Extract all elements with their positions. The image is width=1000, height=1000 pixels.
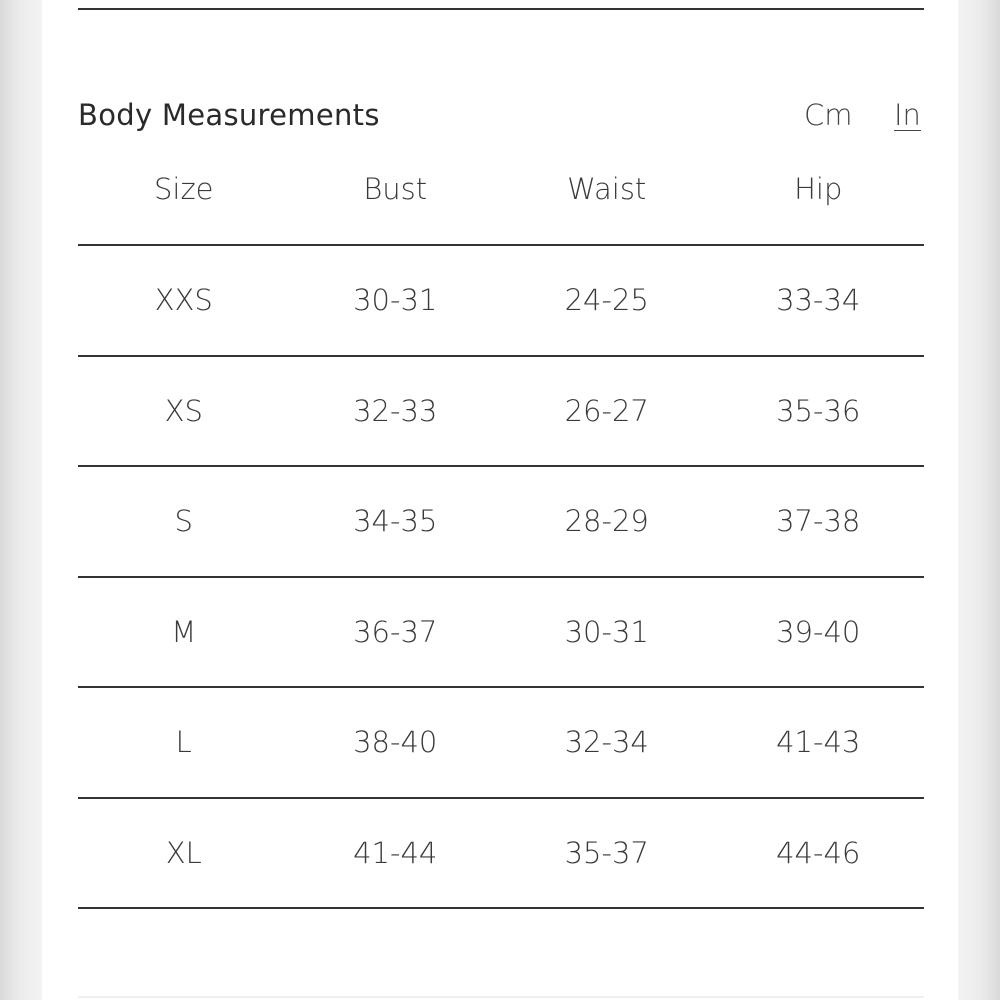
column-header-hip: Hip <box>794 172 843 206</box>
waist-cell: 28-29 <box>564 504 649 539</box>
hip-cell: 33-34 <box>776 283 861 318</box>
hip-cell: 41-43 <box>776 725 861 760</box>
size-cell: S <box>174 504 193 539</box>
bust-cell: 30-31 <box>353 283 438 318</box>
table-header-row <box>78 150 924 246</box>
hip-cell: 35-36 <box>776 393 861 428</box>
table-row <box>78 578 924 689</box>
table-row <box>78 688 924 799</box>
table-row <box>78 357 924 468</box>
hip-cell: 39-40 <box>776 614 861 649</box>
column-header-waist: Waist <box>567 172 647 206</box>
table-row <box>78 467 924 578</box>
unit-toggle-in[interactable]: In <box>894 98 921 132</box>
bust-cell: 36-37 <box>353 614 438 649</box>
top-divider <box>78 8 924 10</box>
waist-cell: 26-27 <box>564 393 649 428</box>
size-cell: XS <box>164 393 203 428</box>
bust-cell: 32-33 <box>353 393 438 428</box>
waist-cell: 32-34 <box>564 725 649 760</box>
waist-cell: 24-25 <box>564 283 649 318</box>
size-guide-panel <box>42 0 958 1000</box>
size-cell: XXS <box>154 283 213 318</box>
section-title: Body Measurements <box>78 98 380 132</box>
size-cell: XL <box>165 835 202 870</box>
hip-cell: 44-46 <box>776 835 861 870</box>
table-row <box>78 246 924 357</box>
bottom-divider <box>78 996 924 998</box>
bust-cell: 41-44 <box>353 835 438 870</box>
size-cell: M <box>171 614 197 649</box>
bust-cell: 34-35 <box>353 504 438 539</box>
measurements-table <box>78 150 924 909</box>
hip-cell: 37-38 <box>776 504 861 539</box>
bust-cell: 38-40 <box>353 725 438 760</box>
column-header-size: Size <box>153 172 214 206</box>
unit-toggle-cm[interactable]: Cm <box>804 98 853 132</box>
size-cell: L <box>175 725 192 760</box>
table-row <box>78 799 924 910</box>
column-header-bust: Bust <box>363 172 428 206</box>
waist-cell: 35-37 <box>564 835 649 870</box>
waist-cell: 30-31 <box>564 614 649 649</box>
